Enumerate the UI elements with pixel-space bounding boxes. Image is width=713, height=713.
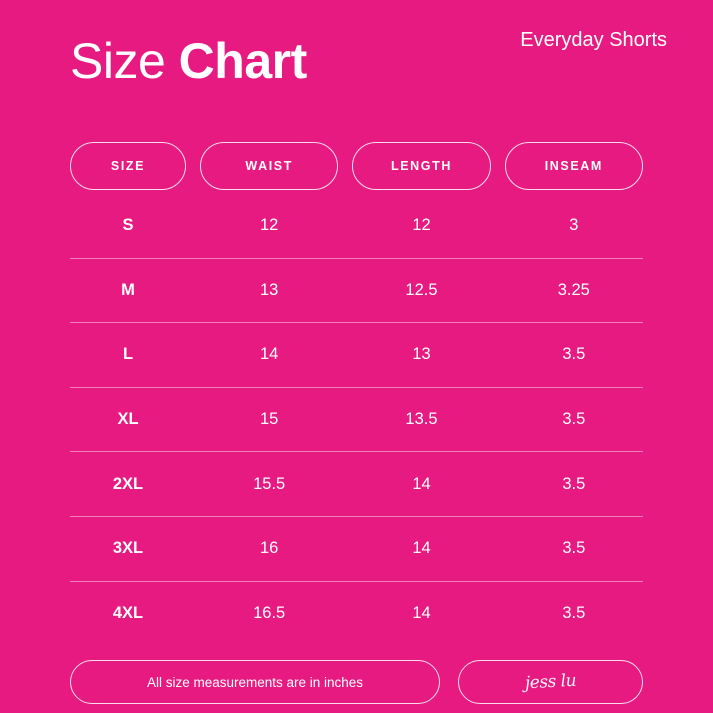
page-title-light: Size xyxy=(70,33,179,89)
cell-waist: 12 xyxy=(259,216,279,235)
cell-length: 12 xyxy=(412,216,431,235)
size-table xyxy=(0,142,713,646)
cell-inseam: 3.25 xyxy=(557,280,590,299)
cell-length: 14 xyxy=(412,604,431,623)
measurement-note: All size measurements are in inches xyxy=(70,660,440,704)
cell-waist: 14 xyxy=(259,345,279,364)
cell-size: S xyxy=(122,216,134,235)
column-header-inseam: INSEAM xyxy=(505,142,643,190)
cell-waist: 16 xyxy=(259,539,279,558)
table-row xyxy=(70,259,643,324)
cell-length: 14 xyxy=(412,474,431,493)
cell-length: 14 xyxy=(412,539,431,558)
table-body xyxy=(70,194,643,646)
column-header-size: SIZE xyxy=(70,142,186,190)
page-title-bold: Chart xyxy=(178,33,307,89)
brand-logo-script: jess lu xyxy=(524,670,577,694)
cell-inseam: 3 xyxy=(569,216,579,235)
cell-size: XL xyxy=(117,410,139,429)
page-header xyxy=(0,0,713,120)
cell-inseam: 3.5 xyxy=(562,604,586,623)
cell-inseam: 3.5 xyxy=(562,345,586,364)
cell-size: 2XL xyxy=(112,474,144,493)
cell-length: 13 xyxy=(412,345,431,364)
cell-inseam: 3.5 xyxy=(562,539,586,558)
cell-inseam: 3.5 xyxy=(562,410,586,429)
cell-waist: 15.5 xyxy=(253,474,286,493)
page-title xyxy=(70,34,307,89)
cell-waist: 13 xyxy=(259,280,279,299)
cell-inseam: 3.5 xyxy=(562,474,586,493)
table-row xyxy=(70,194,643,259)
page-footer xyxy=(0,660,713,704)
column-header-waist: WAIST xyxy=(200,142,338,190)
table-header-row xyxy=(70,142,643,190)
cell-length: 13.5 xyxy=(405,410,438,429)
cell-size: 3XL xyxy=(112,539,144,558)
cell-size: L xyxy=(122,345,134,364)
table-row xyxy=(70,388,643,453)
cell-length: 12.5 xyxy=(405,280,438,299)
table-row xyxy=(70,517,643,582)
product-name: Everyday Shorts xyxy=(520,29,667,51)
column-header-length: LENGTH xyxy=(352,142,490,190)
brand-logo-pill xyxy=(458,660,643,704)
table-row xyxy=(70,452,643,517)
cell-waist: 16.5 xyxy=(253,604,286,623)
cell-size: 4XL xyxy=(112,604,144,623)
table-row xyxy=(70,582,643,647)
table-row xyxy=(70,323,643,388)
cell-size: M xyxy=(121,280,135,299)
cell-waist: 15 xyxy=(259,410,279,429)
